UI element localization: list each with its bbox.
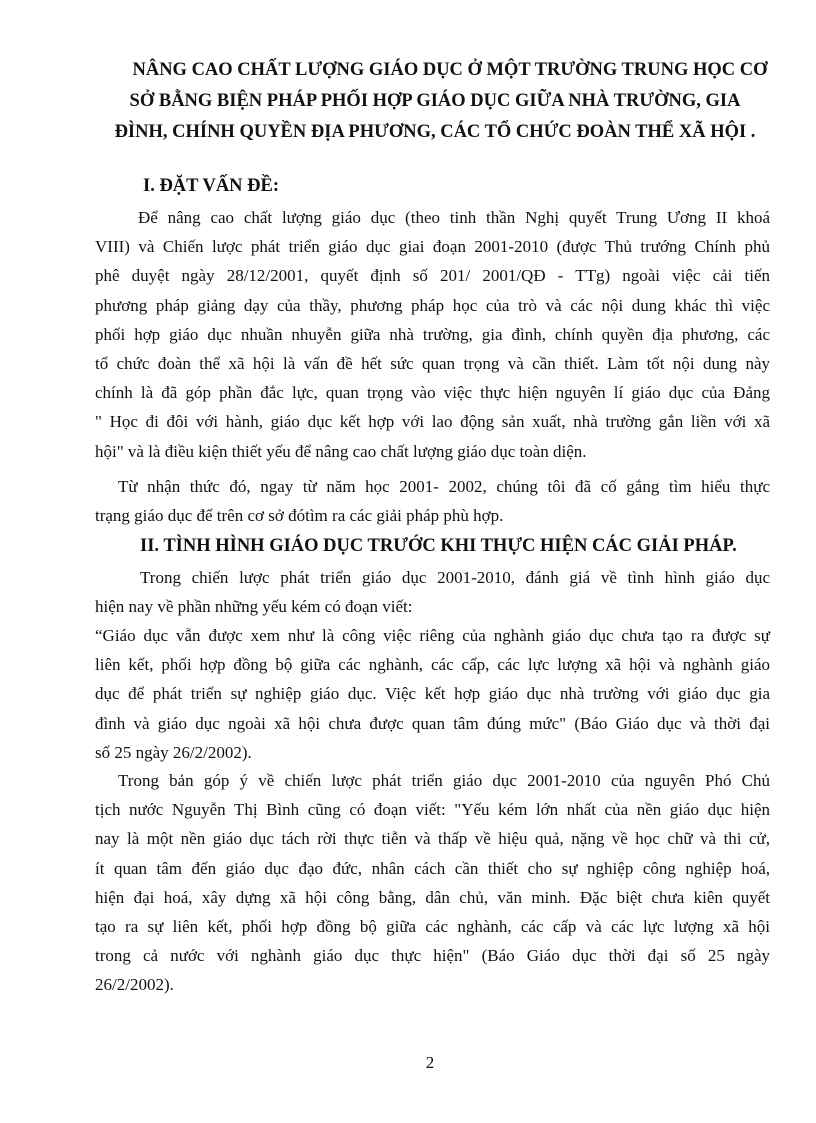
- text-line: hiện đại hoá, xây dựng xã hội công bằng, dân chủ, văn minh. Đặc biệt chưa kiên quyết: [95, 887, 770, 907]
- text-line: tạo ra sự liên kết, phối hợp đồng bộ giữa các nghành, các cấp và các lực lượng xã hội: [95, 917, 770, 937]
- text-line: ít quan tâm đến giáo dục đạo đức, nhân cách cần thiết cho sự nghiệp công nghiệp hoá,: [95, 858, 770, 878]
- text-line: phối hợp giáo dục nhuần nhuyễn giữa nhà trường, gia đình, chính quyền địa phương, các: [95, 324, 770, 344]
- text-line: hiện nay về phần những yếu kém có đoạn viết:: [95, 597, 413, 617]
- section-heading-2: II. TÌNH HÌNH GIÁO DỤC TRƯỚC KHI THỰC HIỆN CÁC GIẢI PHÁP.: [140, 536, 737, 556]
- text-line: trong cả nước với nghành giáo dục thực hiện" (Báo Giáo dục thời đại số 25 ngày: [95, 946, 770, 966]
- text-line: 26/2/2002).: [95, 975, 174, 995]
- section-heading-1: I. ĐẶT VẤN ĐỀ:: [143, 176, 280, 196]
- text-line: phương pháp giảng dạy của thầy, phương pháp học của trò và các nội dung khác thì việc: [95, 295, 770, 315]
- section1-paragraph-2: [95, 472, 770, 530]
- section2-paragraph-1: [95, 563, 770, 621]
- document-title: [95, 55, 775, 148]
- text-line: phê duyệt ngày 28/12/2001, quyết định số 201/ 2001/QĐ - TTg) ngoài việc cải tiến: [95, 266, 770, 286]
- section1-paragraph-1: [95, 203, 770, 466]
- text-line: Từ nhận thức đó, ngay từ năm học 2001- 2002, chúng tôi đã cố gắng tìm hiểu thực: [118, 477, 770, 496]
- page-number: 2: [425, 1053, 435, 1072]
- text-line: tổ chức đoàn thể xã hội là vấn đề hết sức quan trọng và cần thiết. Làm tốt nội dung này: [95, 354, 770, 374]
- text-line: liên kết, phối hợp đồng bộ giữa các nghành, các cấp, các lực lượng xã hội và nghành giáo: [95, 655, 770, 675]
- text-line: VIII) và Chiến lược phát triển giáo dục giai đoạn 2001-2010 (được Thủ trướng Chính phủ: [95, 237, 770, 257]
- text-line: nay là một nền giáo dục tách rời thực tiễn và thấp về hiệu quả, nặng về học chữ và thi cử,: [95, 829, 770, 849]
- text-line: tịch nước Nguyễn Thị Bình cũng có đoạn viết: "Yếu kém lớn nhất của nền giáo dục hiện: [95, 800, 770, 820]
- text-line: Để nâng cao chất lượng giáo dục (theo tinh thần Nghị quyết Trung Ương II khoá: [138, 208, 770, 227]
- text-line: hội" và là điều kiện thiết yếu để nâng cao chất lượng giáo dục toàn diện.: [95, 441, 587, 461]
- text-line: chính là đã góp phần đắc lực, quan trọng vào việc thực hiện nguyên lí giáo dục của Đảng: [95, 383, 770, 403]
- text-line: số 25 ngày 26/2/2002).: [95, 742, 252, 762]
- text-line: Trong bản góp ý về chiến lược phát triển giáo dục 2001-2010 của nguyên Phó Chủ: [118, 771, 770, 790]
- title-line: SỞ BẰNG BIỆN PHÁP PHỐI HỢP GIÁO DỤC GIỮA NHÀ TRƯỜNG, GIA: [129, 91, 741, 111]
- title-line: NÂNG CAO CHẤT LƯỢNG GIÁO DỤC Ở MỘT TRƯỜNG TRUNG HỌC CƠ: [132, 60, 768, 80]
- text-line: " Học đi đôi với hành, giáo dục kết hợp với lao động sản xuất, nhà trường gắn liền với xã: [95, 412, 770, 432]
- text-line: đình và giáo dục ngoài xã hội chưa được quan tâm đúng mức" (Báo Giáo dục và thời đại: [95, 713, 770, 733]
- text-line: trạng giáo dục để trên cơ sở đótìm ra các giải pháp phù hợp.: [95, 506, 504, 526]
- text-line: dục để phát triển sự nghiệp giáo dục. Việc kết hợp giáo dục nhà trường với giáo dục gia: [95, 684, 770, 704]
- section2-paragraph-2: [95, 766, 770, 1000]
- text-line: “Giáo dục vẫn được xem như là công việc riêng của nghành giáo dục chưa tạo ra được sự: [95, 626, 770, 645]
- quote-block: [95, 621, 770, 767]
- title-line: ĐÌNH, CHÍNH QUYỀN ĐỊA PHƯƠNG, CÁC TỔ CHỨC ĐOÀN THỂ XÃ HỘI .: [114, 122, 756, 142]
- text-line: Trong chiến lược phát triển giáo dục 2001-2010, đánh giá về tình hình giáo dục: [140, 568, 770, 587]
